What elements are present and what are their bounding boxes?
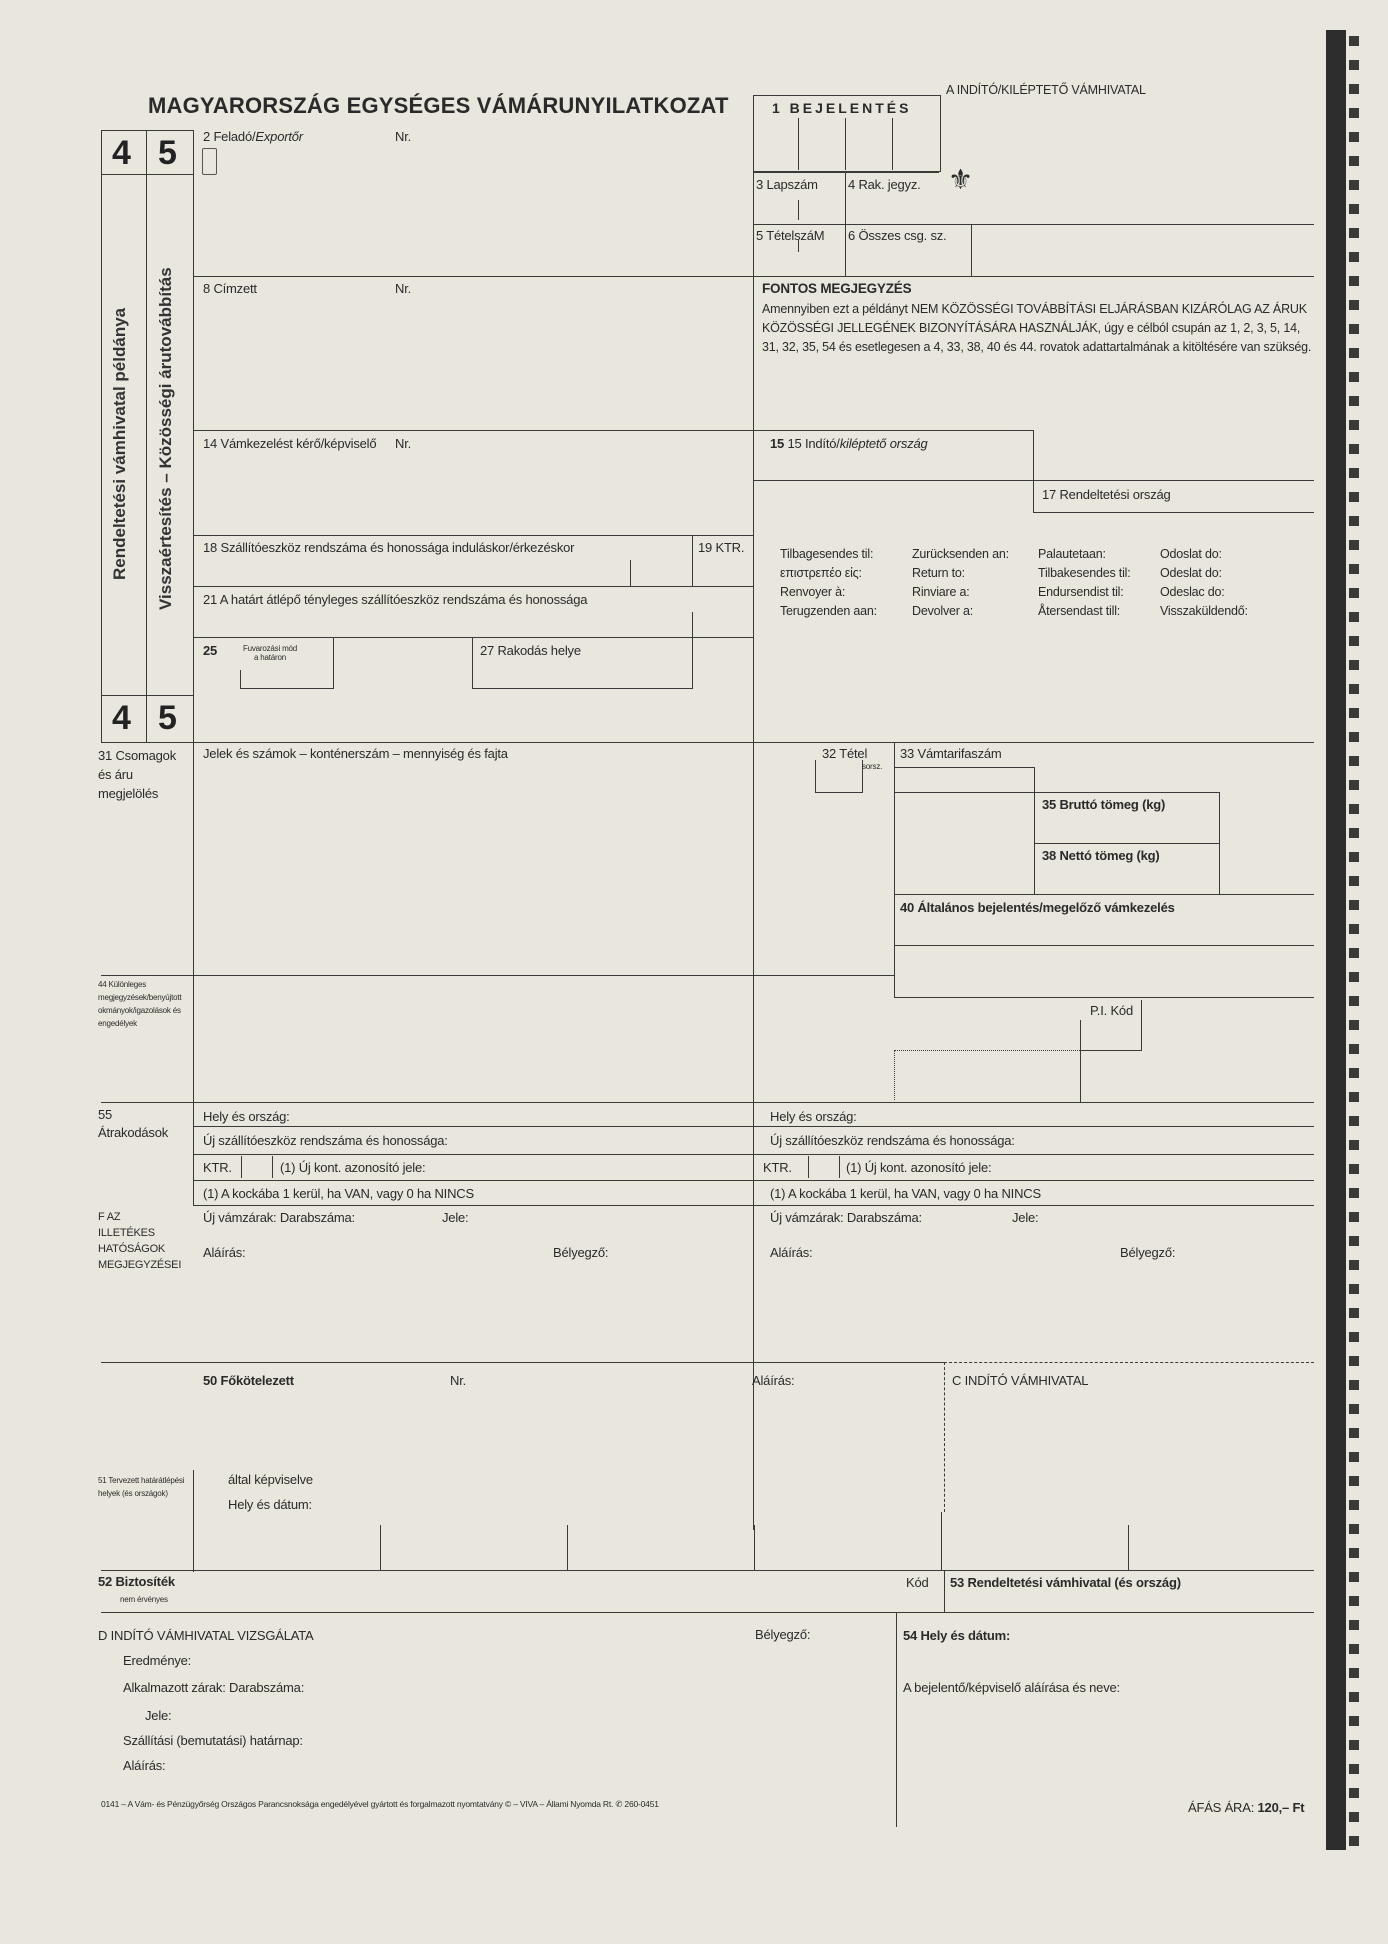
nr-label: Nr. bbox=[395, 129, 412, 144]
alairas-50: Aláírás: bbox=[752, 1373, 795, 1388]
perforation-hole bbox=[1349, 1476, 1359, 1486]
imprint: 0141 – A Vám- és Pénzügyőrség Országos Parancsnoksága engedélyével gyártott és forgalmazott nyomtatvány © – VIVA – Állami Nyomda Rt. ✆ 260-0451 bbox=[101, 1799, 659, 1809]
field-40-label: 40 Általános bejelentés/megelőző vámkezelés bbox=[900, 900, 1175, 915]
perforation-hole bbox=[1349, 1620, 1359, 1630]
perforation-hole bbox=[1349, 492, 1359, 502]
uj-szall-right: Új szállítóeszköz rendszáma és honossága: bbox=[770, 1133, 1015, 1148]
pl-kod-label: P.I. Kód bbox=[1090, 1003, 1133, 1018]
perforation-hole bbox=[1349, 1308, 1359, 1318]
return-to-4-1: Odoslat do: bbox=[1160, 547, 1222, 561]
perforation-hole bbox=[1349, 684, 1359, 694]
perforation-hole bbox=[1349, 156, 1359, 166]
perforation-hole bbox=[1349, 996, 1359, 1006]
perforation-hole bbox=[1349, 852, 1359, 862]
perforation-hole bbox=[1349, 1668, 1359, 1678]
field-44-label: 44 Különleges megjegyzések/benyújtott okmányok/igazolások és engedélyek bbox=[98, 980, 182, 1028]
perforation-hole bbox=[1349, 924, 1359, 934]
field-53-label: 53 Rendeltetési vámhivatal (és ország) bbox=[950, 1575, 1181, 1590]
field-19-label: 19 KTR. bbox=[698, 540, 745, 555]
field-2-label: 2 Feladó/Exportőr bbox=[203, 129, 303, 144]
field-35-label: 35 Bruttó tömeg (kg) bbox=[1042, 797, 1166, 812]
perforation-hole bbox=[1349, 636, 1359, 646]
perforation-hole bbox=[1349, 1116, 1359, 1126]
ktr-box-left[interactable] bbox=[241, 1156, 273, 1178]
perforation-hole bbox=[1349, 468, 1359, 478]
bejelento-label: A bejelentő/képviselő aláírása és neve: bbox=[903, 1680, 1120, 1695]
ktr-right: KTR. bbox=[763, 1160, 792, 1175]
binding-stripe bbox=[1326, 30, 1346, 1850]
perforation-hole bbox=[1349, 1524, 1359, 1534]
belyegzo-d: Bélyegző: bbox=[755, 1627, 811, 1642]
box-a-label: A INDÍTÓ/KILÉPTETŐ VÁMHIVATAL bbox=[946, 83, 1146, 97]
field-3-label: 3 Lapszám bbox=[756, 177, 818, 192]
return-to-1-4: Terugzenden aan: bbox=[780, 604, 877, 618]
perforation-hole bbox=[1349, 612, 1359, 622]
return-to-2-4: Devolver a: bbox=[912, 604, 974, 618]
perforation-hole bbox=[1349, 444, 1359, 454]
perforation-hole bbox=[1349, 1764, 1359, 1774]
perforation-hole bbox=[1349, 1164, 1359, 1174]
perforation-hole bbox=[1349, 180, 1359, 190]
belyegzo-right: Bélyegző: bbox=[1120, 1245, 1176, 1260]
perforation-hole bbox=[1349, 1044, 1359, 1054]
uj-kont-right: (1) Új kont. azonosító jele: bbox=[846, 1160, 992, 1175]
perforation-hole bbox=[1349, 1068, 1359, 1078]
return-to-2-2: Return to: bbox=[912, 566, 965, 580]
perforation-hole bbox=[1349, 1140, 1359, 1150]
perforation-hole bbox=[1349, 588, 1359, 598]
kocka-left: (1) A kockába 1 kerül, ha VAN, vagy 0 ha NINCS bbox=[203, 1186, 474, 1201]
return-to-1-1: Tilbagesendes til: bbox=[780, 547, 874, 561]
notice-text: Amennyiben ezt a példányt NEM KÖZÖSSÉGI TOVÁBBÍTÁSI ELJÁRÁSBAN KIZÁRÓLAG AZ ÁRUK KÖZÖSSÉGI JELLEGÉNEK BIZONYÍTÁSÁRA HASZNÁLJÁK, úgy e célból csupán az 1, 2, 3, 5, 14, 31, 32, 35, 54 és esetlegesen a 4, 33, 38, 40 és 44. rovatok adattartalmának a kitöltésére van szükség. bbox=[762, 302, 1312, 354]
copy-number-left: 4 bbox=[112, 134, 131, 172]
nr-label-14: Nr. bbox=[395, 436, 412, 451]
perforation-hole bbox=[1349, 1332, 1359, 1342]
altal-label: által képviselve bbox=[228, 1472, 313, 1487]
perforation-hole bbox=[1349, 1836, 1359, 1846]
checkbox[interactable] bbox=[202, 148, 217, 175]
perforation-hole bbox=[1349, 108, 1359, 118]
perforation-hole bbox=[1349, 1092, 1359, 1102]
hely-orszag-left: Hely és ország: bbox=[203, 1109, 290, 1124]
uj-szall-left: Új szállítóeszköz rendszáma és honossága: bbox=[203, 1133, 448, 1148]
copy-number-left-bottom: 4 bbox=[112, 699, 131, 737]
perforation-hole bbox=[1349, 732, 1359, 742]
perforation-hole bbox=[1349, 1692, 1359, 1702]
perforation-hole bbox=[1349, 1188, 1359, 1198]
field-32-label: 32 Tétel bbox=[822, 746, 868, 761]
field-31-label: 31 Csomagok és áru megjelölés bbox=[98, 748, 177, 801]
perforation-hole bbox=[1349, 396, 1359, 406]
field-25-sub: Fuvarozási mód a határon bbox=[242, 644, 298, 662]
perforation-hole bbox=[1349, 84, 1359, 94]
vertical-label-1: Rendeltetési vámhivatal példánya bbox=[110, 307, 129, 580]
perforation-hole bbox=[1349, 1428, 1359, 1438]
alk-zarak-label: Alkalmazott zárak: Darabszáma: bbox=[123, 1680, 305, 1695]
return-to-3-2: Tilbakesendes til: bbox=[1038, 566, 1131, 580]
return-to-3-4: Återsendast till: bbox=[1038, 604, 1121, 618]
perforation-hole bbox=[1349, 1644, 1359, 1654]
field-27-label: 27 Rakodás helye bbox=[480, 643, 581, 658]
field-21-label: 21 A határt átlépő tényleges szállítóeszköz rendszáma és honossága bbox=[203, 592, 588, 607]
perforation-hole bbox=[1349, 1260, 1359, 1270]
field-52-sub: nem érvényes bbox=[120, 1595, 168, 1604]
ktr-box-right[interactable] bbox=[808, 1156, 840, 1178]
perforation-hole bbox=[1349, 1572, 1359, 1582]
field-17-label: 17 Rendeltetési ország bbox=[1042, 487, 1171, 502]
form-title: MAGYARORSZÁG EGYSÉGES VÁMÁRUNYILATKOZAT bbox=[148, 93, 729, 118]
alairas-left: Aláírás: bbox=[203, 1245, 246, 1260]
field-d-label: D INDÍTÓ VÁMHIVATAL VIZSGÁLATA bbox=[98, 1628, 314, 1643]
jele-left: Jele: bbox=[442, 1210, 469, 1225]
perforation-hole bbox=[1349, 1740, 1359, 1750]
copy-number-right-bottom: 5 bbox=[158, 699, 177, 737]
perforation-hole bbox=[1349, 1452, 1359, 1462]
perforation-hole bbox=[1349, 756, 1359, 766]
alairas-right: Aláírás: bbox=[770, 1245, 813, 1260]
return-to-4-2: Odeslat do: bbox=[1160, 566, 1222, 580]
perforation-hole bbox=[1349, 1380, 1359, 1390]
return-to-3-1: Palautetaan: bbox=[1038, 547, 1106, 561]
perforation-hole bbox=[1349, 516, 1359, 526]
uj-vamzar-right: Új vámzárak: Darabszáma: bbox=[770, 1210, 922, 1225]
box-c-label: C INDÍTÓ VÁMHIVATAL bbox=[952, 1373, 1089, 1388]
perforation-hole bbox=[1349, 1596, 1359, 1606]
hely-orszag-right: Hely és ország: bbox=[770, 1109, 857, 1124]
nr-label-8: Nr. bbox=[395, 281, 412, 296]
field-32-sub: sorsz. bbox=[862, 762, 883, 771]
perforation-hole bbox=[1349, 708, 1359, 718]
perforation-hole bbox=[1349, 540, 1359, 550]
perforation-hole bbox=[1349, 876, 1359, 886]
perforation-hole bbox=[1349, 948, 1359, 958]
perforation-hole bbox=[1349, 420, 1359, 430]
jele-d-label: Jele: bbox=[145, 1708, 172, 1723]
perforation-hole bbox=[1349, 564, 1359, 574]
perforation-hole bbox=[1349, 972, 1359, 982]
perforation-hole bbox=[1349, 900, 1359, 910]
perforation-hole bbox=[1349, 324, 1359, 334]
field-6-label: 6 Összes csg. sz. bbox=[848, 228, 947, 243]
return-to-1-2: επιστρεπέο εἰς: bbox=[780, 566, 862, 580]
field-52-label: 52 Biztosíték bbox=[98, 1574, 175, 1589]
perforation-hole bbox=[1349, 1236, 1359, 1246]
field-38-label: 38 Nettó tömeg (kg) bbox=[1042, 848, 1160, 863]
perforation-hole bbox=[1349, 804, 1359, 814]
alairas-d-label: Aláírás: bbox=[123, 1758, 166, 1773]
return-to-4-4: Visszaküldendő: bbox=[1160, 604, 1248, 618]
perforation-hole bbox=[1349, 1548, 1359, 1558]
price: ÁFÁS ÁRA: 120,– Ft bbox=[1188, 1800, 1305, 1815]
jele-right: Jele: bbox=[1012, 1210, 1039, 1225]
uj-vamzar-left: Új vámzárak: Darabszáma: bbox=[203, 1210, 355, 1225]
notice-title: FONTOS MEGJEGYZÉS bbox=[762, 281, 912, 296]
perforation-hole bbox=[1349, 1356, 1359, 1366]
field-50-label: 50 Főkötelezett bbox=[203, 1373, 294, 1388]
perforation-hole bbox=[1349, 1020, 1359, 1030]
field-4-label: 4 Rak. jegyz. bbox=[848, 177, 921, 192]
kocka-right: (1) A kockába 1 kerül, ha VAN, vagy 0 ha NINCS bbox=[770, 1186, 1041, 1201]
field-54-label: 54 Hely és dátum: bbox=[903, 1628, 1011, 1643]
perforation-hole bbox=[1349, 372, 1359, 382]
field-14-label: 14 Vámkezelést kérő/képviselő bbox=[203, 436, 377, 451]
perforation-hole bbox=[1349, 1212, 1359, 1222]
field-51-label: 51 Tervezett határátlépési helyek (és országok) bbox=[98, 1476, 185, 1498]
copy-number-right: 5 bbox=[158, 134, 177, 172]
field-25-label: 25 bbox=[203, 643, 218, 658]
field-f-label: F AZ ILLETÉKES HATÓSÁGOK MEGJEGYZÉSEI bbox=[98, 1211, 182, 1271]
kod-label: Kód bbox=[906, 1575, 929, 1590]
perforation-hole bbox=[1349, 60, 1359, 70]
perforation-hole bbox=[1349, 1716, 1359, 1726]
emblem-icon: ⚜ bbox=[948, 164, 974, 195]
perforation-hole bbox=[1349, 1284, 1359, 1294]
szallitasi-label: Szállítási (bemutatási) határnap: bbox=[123, 1733, 303, 1748]
vertical-label-2: Visszaértesítés – Közösségi árutovábbítás bbox=[156, 267, 175, 610]
field-15-label: 15 15 Indító/kiléptető ország bbox=[770, 436, 928, 451]
return-to-4-3: Odeslac do: bbox=[1160, 585, 1225, 599]
perforation-hole bbox=[1349, 36, 1359, 46]
return-to-2-1: Zurücksenden an: bbox=[912, 547, 1009, 561]
return-to-1-3: Renvoyer à: bbox=[780, 585, 846, 599]
uj-kont-left: (1) Új kont. azonosító jele: bbox=[280, 1160, 426, 1175]
perforation-hole bbox=[1349, 252, 1359, 262]
return-to-2-3: Rinviare a: bbox=[912, 585, 970, 599]
perforation-hole bbox=[1349, 132, 1359, 142]
field-18-label: 18 Szállítóeszköz rendszáma és honossága induláskor/érkezéskor bbox=[203, 540, 575, 555]
perforation-hole bbox=[1349, 348, 1359, 358]
perforation-hole bbox=[1349, 1500, 1359, 1510]
hely-datum-label: Hely és dátum: bbox=[228, 1497, 312, 1512]
perforation-hole bbox=[1349, 228, 1359, 238]
field-55-label: 55 Átrakodások bbox=[98, 1107, 169, 1140]
field-5-label: 5 TételszáM bbox=[756, 228, 825, 243]
return-to-3-3: Endursendist til: bbox=[1038, 585, 1124, 599]
perforation-hole bbox=[1349, 1404, 1359, 1414]
perforation-hole bbox=[1349, 780, 1359, 790]
perforation-hole bbox=[1349, 276, 1359, 286]
ktr-left: KTR. bbox=[203, 1160, 232, 1175]
box-1-label: 1 BEJELENTÉS bbox=[772, 100, 912, 116]
perforation-hole bbox=[1349, 1812, 1359, 1822]
perforation-hole bbox=[1349, 828, 1359, 838]
perforation-hole bbox=[1349, 1788, 1359, 1798]
field-8-label: 8 Címzett bbox=[203, 281, 257, 296]
perforation-hole bbox=[1349, 660, 1359, 670]
nr-label-50: Nr. bbox=[450, 1373, 467, 1388]
perforation-hole bbox=[1349, 300, 1359, 310]
field-33-label: 33 Vámtarifaszám bbox=[900, 746, 1002, 761]
eredmenye-label: Eredménye: bbox=[123, 1653, 192, 1668]
perforation-hole bbox=[1349, 204, 1359, 214]
field-31-desc: Jelek és számok – konténerszám – mennyiség és fajta bbox=[203, 746, 508, 761]
belyegzo-left: Bélyegző: bbox=[553, 1245, 609, 1260]
